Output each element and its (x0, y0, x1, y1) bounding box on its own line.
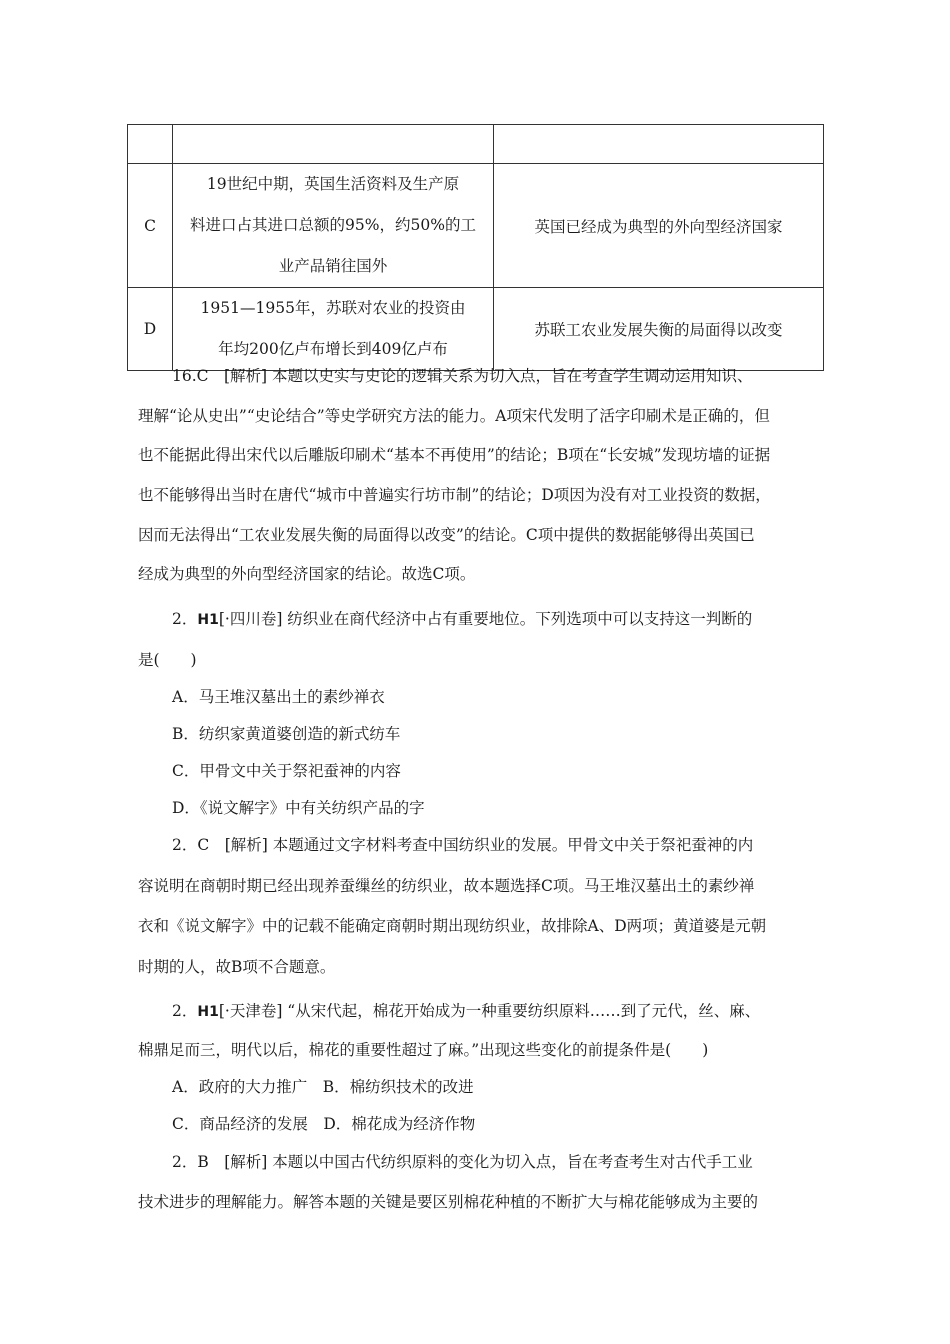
analysis-line: 因而无法得出“工农业发展失衡的局面得以改变”的结论。C项中提供的数据能够得出英国已 (138, 526, 755, 544)
material-cell (173, 164, 494, 288)
question-text: 棉鼎足而三，明代以后，棉花的重要性超过了麻。”出现这些变化的前提条件是( ) (138, 1041, 709, 1059)
question-text: [·四川卷] 纺织业在商代经济中占有重要地位。下列选项中可以支持这一判断的 (218, 610, 753, 628)
answer-option: B．纺织家黄道婆创造的新式纺车 (172, 725, 401, 743)
question-table (127, 124, 824, 371)
question-number: 2． (172, 610, 198, 628)
material-line: 料进口占其进口总额的95%，约50%的工 (190, 216, 476, 234)
material-line: 1951—1955年，苏联对农业的投资由 (200, 299, 466, 317)
question-number: 2． (172, 1002, 198, 1020)
material-cell (173, 288, 494, 371)
answer-option: C．甲骨文中关于祭祀蚕神的内容 (172, 762, 401, 780)
answer-option: A．政府的大力推广 B．棉纺织技术的改进 (172, 1078, 474, 1096)
analysis-line: 2．C [解析] 本题通过文字材料考查中国纺织业的发展。甲骨文中关于祭祀蚕神的内 (172, 836, 754, 854)
option-cell: D (128, 288, 173, 371)
option-cell: C (128, 164, 173, 288)
option-cell (128, 125, 173, 164)
analysis-line: 技术进步的理解能力。解答本题的关键是要区别棉花种植的不断扩大与棉花能够成为主要的 (138, 1193, 759, 1211)
analysis-line: 也不能据此得出宋代以后雕版印刷术“基本不再使用”的结论；B项在“长安城”发现坊墙的证据 (138, 446, 771, 464)
table-row (128, 125, 824, 164)
material-line: 年均200亿卢布增长到409亿卢布 (218, 340, 448, 358)
conclusion-cell: 苏联工农业发展失衡的局面得以改变 (494, 288, 824, 371)
analysis-line: 经成为典型的外向型经济国家的结论。故选C项。 (138, 565, 476, 583)
answer-option: A．马王堆汉墓出土的素纱禅衣 (172, 688, 385, 706)
analysis-line: 也不能够得出当时在唐代“城市中普遍实行坊市制”的结论；D项因为没有对工业投资的数据， (138, 486, 771, 504)
analysis-line: 16.C [解析] 本题以史实与史论的逻辑关系为切入点，旨在考查学生调动运用知识、 (172, 367, 753, 385)
table-row (128, 288, 824, 371)
material-line: 19世纪中期，英国生活资料及生产原 (206, 175, 460, 193)
question-text: 是( ) (138, 651, 197, 669)
answer-option: D．《说文解字》中有关纺织产品的字 (172, 799, 425, 817)
conclusion-cell: 英国已经成为典型的外向型经济国家 (494, 164, 824, 288)
question-tag: H1 (197, 1004, 219, 1020)
question-text: [·天津卷] “从宋代起，棉花开始成为一种重要纺织原料……到了元代，丝、麻、 (218, 1002, 761, 1020)
analysis-line: 时期的人，故B项不合题意。 (138, 958, 336, 976)
question-stem (172, 1000, 950, 1023)
material-cell (173, 125, 494, 164)
analysis-line: 容说明在商朝时期已经出现养蚕缫丝的纺织业，故本题选择C项。马王堆汉墓出土的素纱禅 (138, 877, 755, 895)
material-line: 业产品销往国外 (278, 257, 388, 275)
question-stem (172, 608, 950, 631)
conclusion-cell (494, 125, 824, 164)
analysis-line: 衣和《说文解字》中的记载不能确定商朝时期出现纺织业，故排除A、D两项；黄道婆是元朝 (138, 917, 767, 935)
question-tag: H1 (197, 612, 219, 628)
answer-option: C．商品经济的发展 D．棉花成为经济作物 (172, 1115, 476, 1133)
analysis-line: 2．B [解析] 本题以中国古代纺织原料的变化为切入点，旨在考查考生对古代手工业 (172, 1153, 753, 1171)
table-row (128, 164, 824, 288)
analysis-line: 理解“论从史出”“史论结合”等史学研究方法的能力。A项宋代发明了活字印刷术是正确的，但 (138, 407, 770, 425)
